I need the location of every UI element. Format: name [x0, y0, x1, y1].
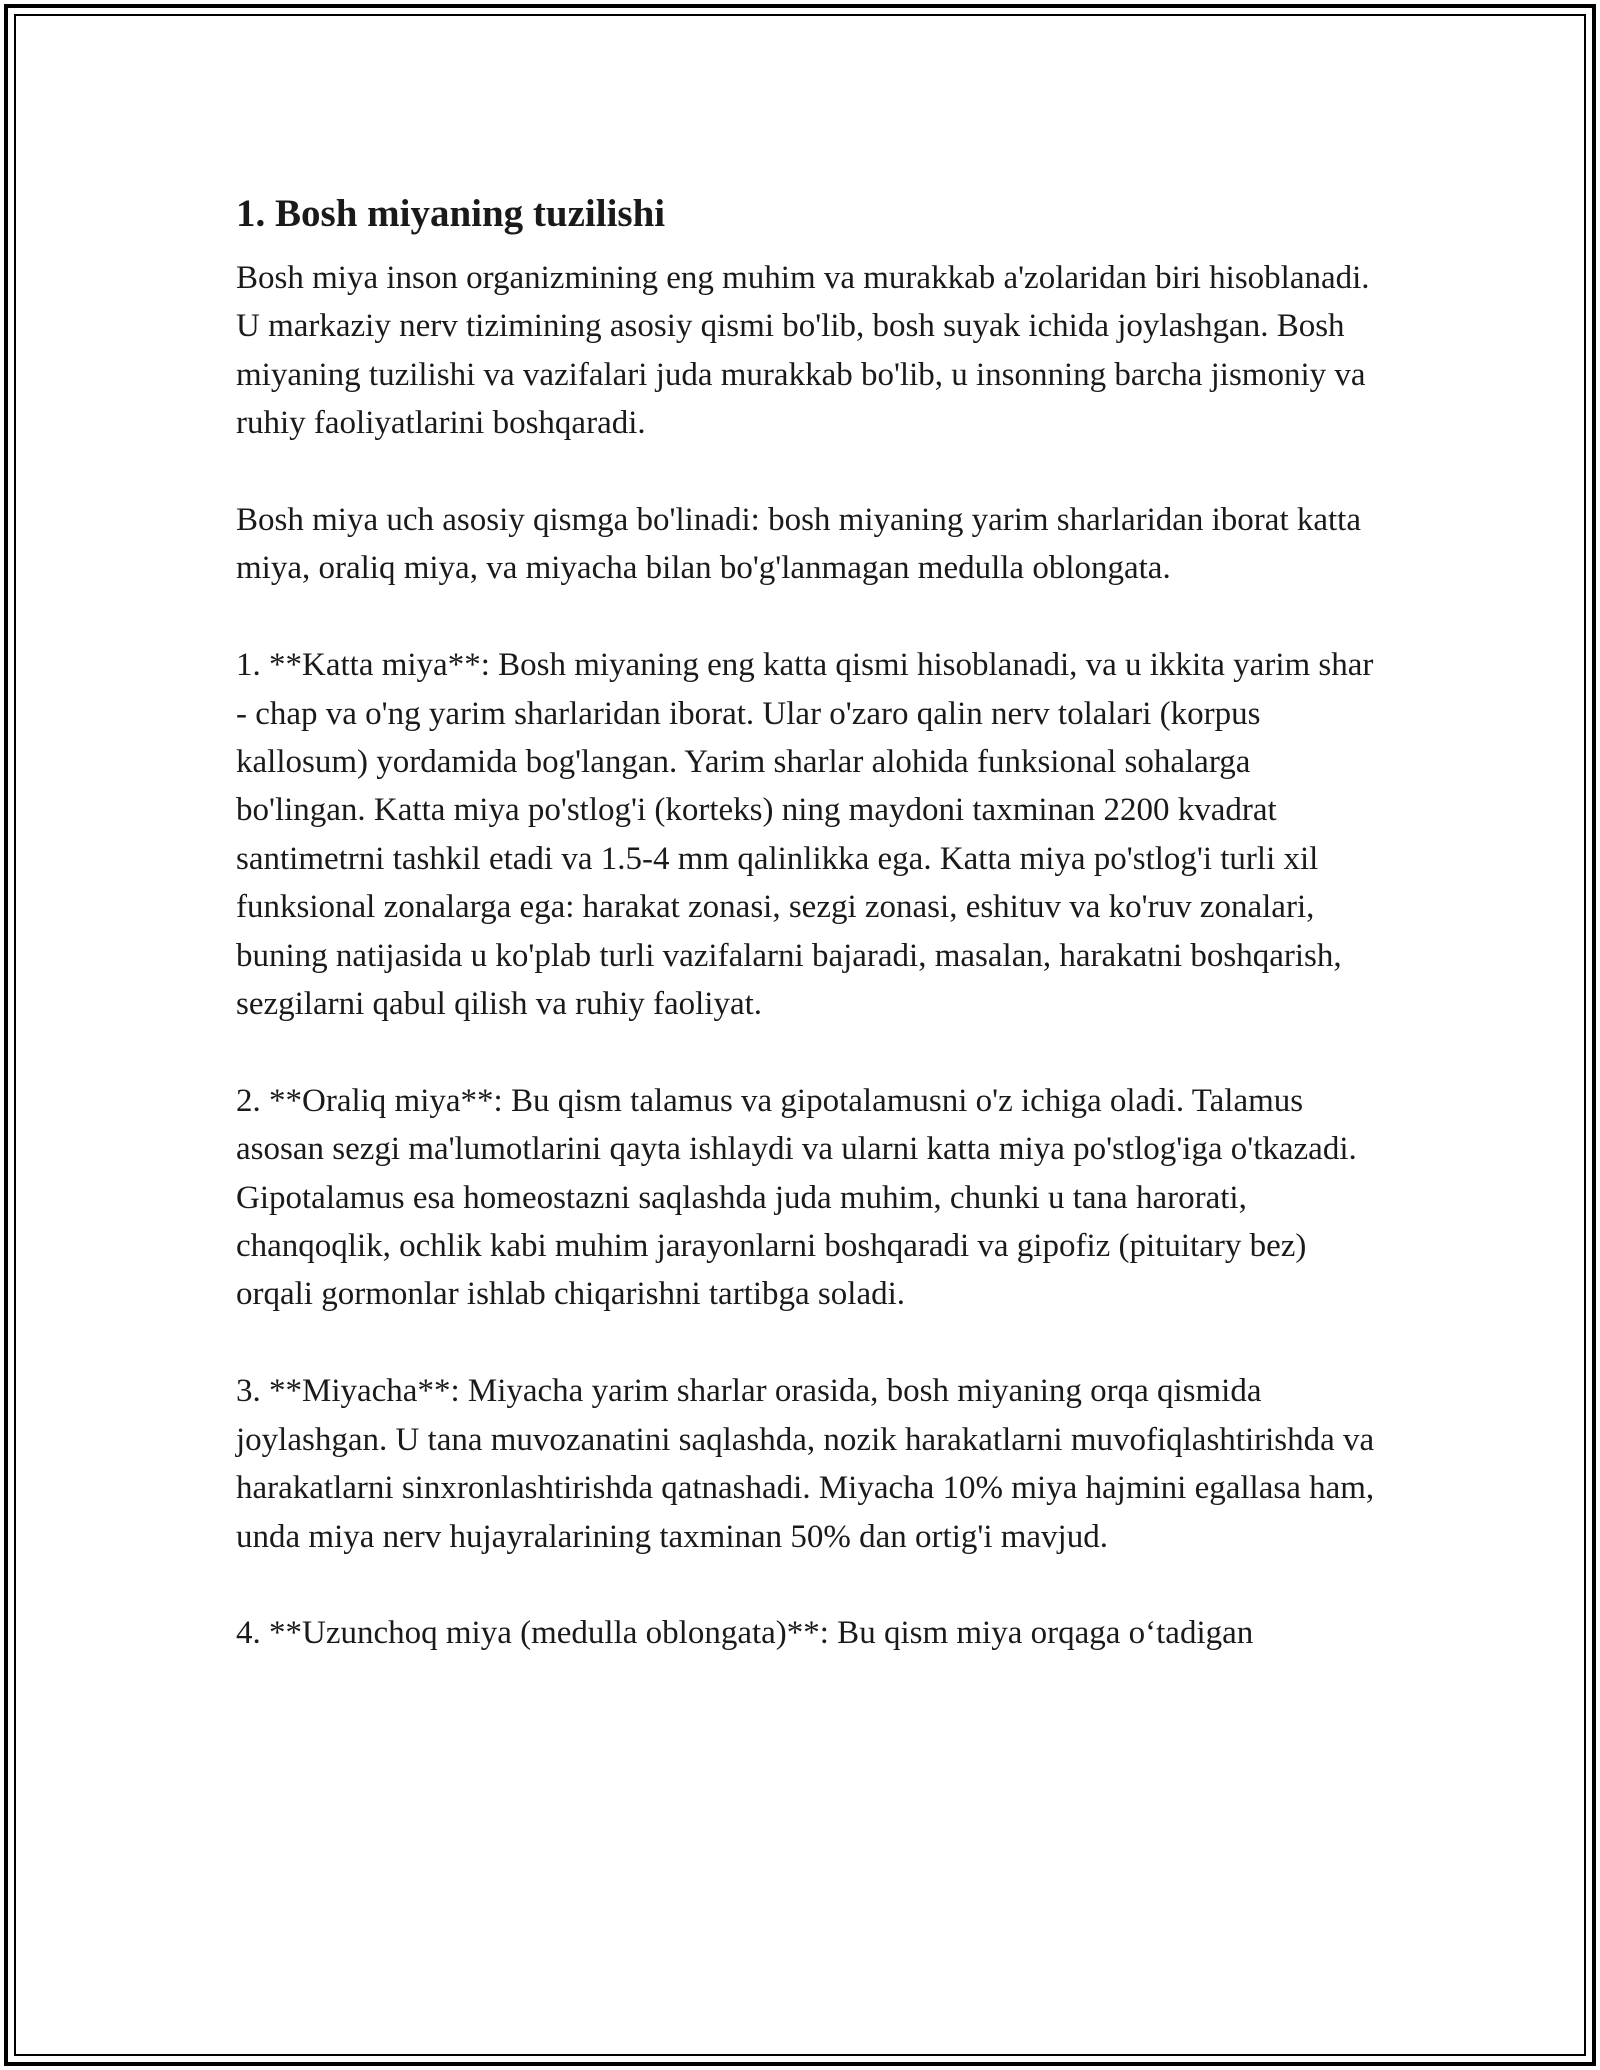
section-heading: 1. Bosh miyaning tuzilishi	[236, 192, 666, 235]
paragraph-intro: Bosh miya inson organizmining eng muhim va murakkab a'zolaridan biri hisoblanadi. U markaziy nerv tizimining asosiy qismi bo'lib, bosh suyak ichida joylashgan. Bosh miyaning tuzilishi va vazifalari juda murakkab bo'lib, u insonning barcha jismoniy va ruhiy faoliyatlarini boshqaradi.	[236, 260, 1370, 442]
paragraph-miyacha: 3. **Miyacha**: Miyacha yarim sharlar orasida, bosh miyaning orqa qismida joylashgan. U tana muvozanatini saqlashda, nozik harakatlarni muvofiqlashtirishda va harakatlarni sinxronlashtirishda qatnashadi. Miyacha 10% miya hajmini egallasa ham, unda miya nerv hujayralarining taxminan 50% dan ortig'i mavjud.	[236, 1373, 1375, 1555]
document-body	[236, 186, 1386, 1706]
paragraph-uzunchoq-miya: 4. **Uzunchoq miya (medulla oblongata)**: Bu qism miya orqaga o‘tadigan	[236, 1615, 1254, 1652]
paragraph-oraliq-miya: 2. **Oraliq miya**: Bu qism talamus va gipotalamusni o'z ichiga oladi. Talamus asosan sezgi ma'lumotlarini qayta ishlaydi va ularni katta miya po'stlog'iga o'tkazadi. Gipotalamus esa homeostazni saqlashda juda muhim, chunki u tana harorati, chanqoqlik, ochlik kabi muhim jarayonlarni boshqaradi va gipofiz (pituitary bez) orqali gormonlar ishlab chiqarishni tartibga soladi.	[236, 1082, 1357, 1313]
paragraph-parts-overview: Bosh miya uch asosiy qismga bo'linadi: bosh miyaning yarim sharlaridan iborat katta miya, oraliq miya, va miyacha bilan bo'g'lanmagan medulla oblongata.	[236, 502, 1361, 587]
paragraph-katta-miya: 1. **Katta miya**: Bosh miyaning eng katta qismi hisoblanadi, va u ikkita yarim shar - chap va o'ng yarim sharlaridan iborat. Ular o'zaro qalin nerv tolalari (korpus kallosum) yordamida bog'langan. Yarim sharlar alohida funksional sohalarga bo'lingan. Katta miya po'stlog'i (korteks) ning maydoni taxminan 2200 kvadrat santimetrni tashkil etadi va 1.5-4 mm qalinlikka ega. Katta miya po'stlog'i turli xil funksional zonalarga ega: harakat zonasi, sezgi zonasi, eshituv va ko'ruv zonalari, buning natijasida u ko'plab turli vazifalarni bajaradi, masalan, harakatni boshqarish, sezgilarni qabul qilish va ruhiy faoliyat.	[236, 647, 1374, 1023]
